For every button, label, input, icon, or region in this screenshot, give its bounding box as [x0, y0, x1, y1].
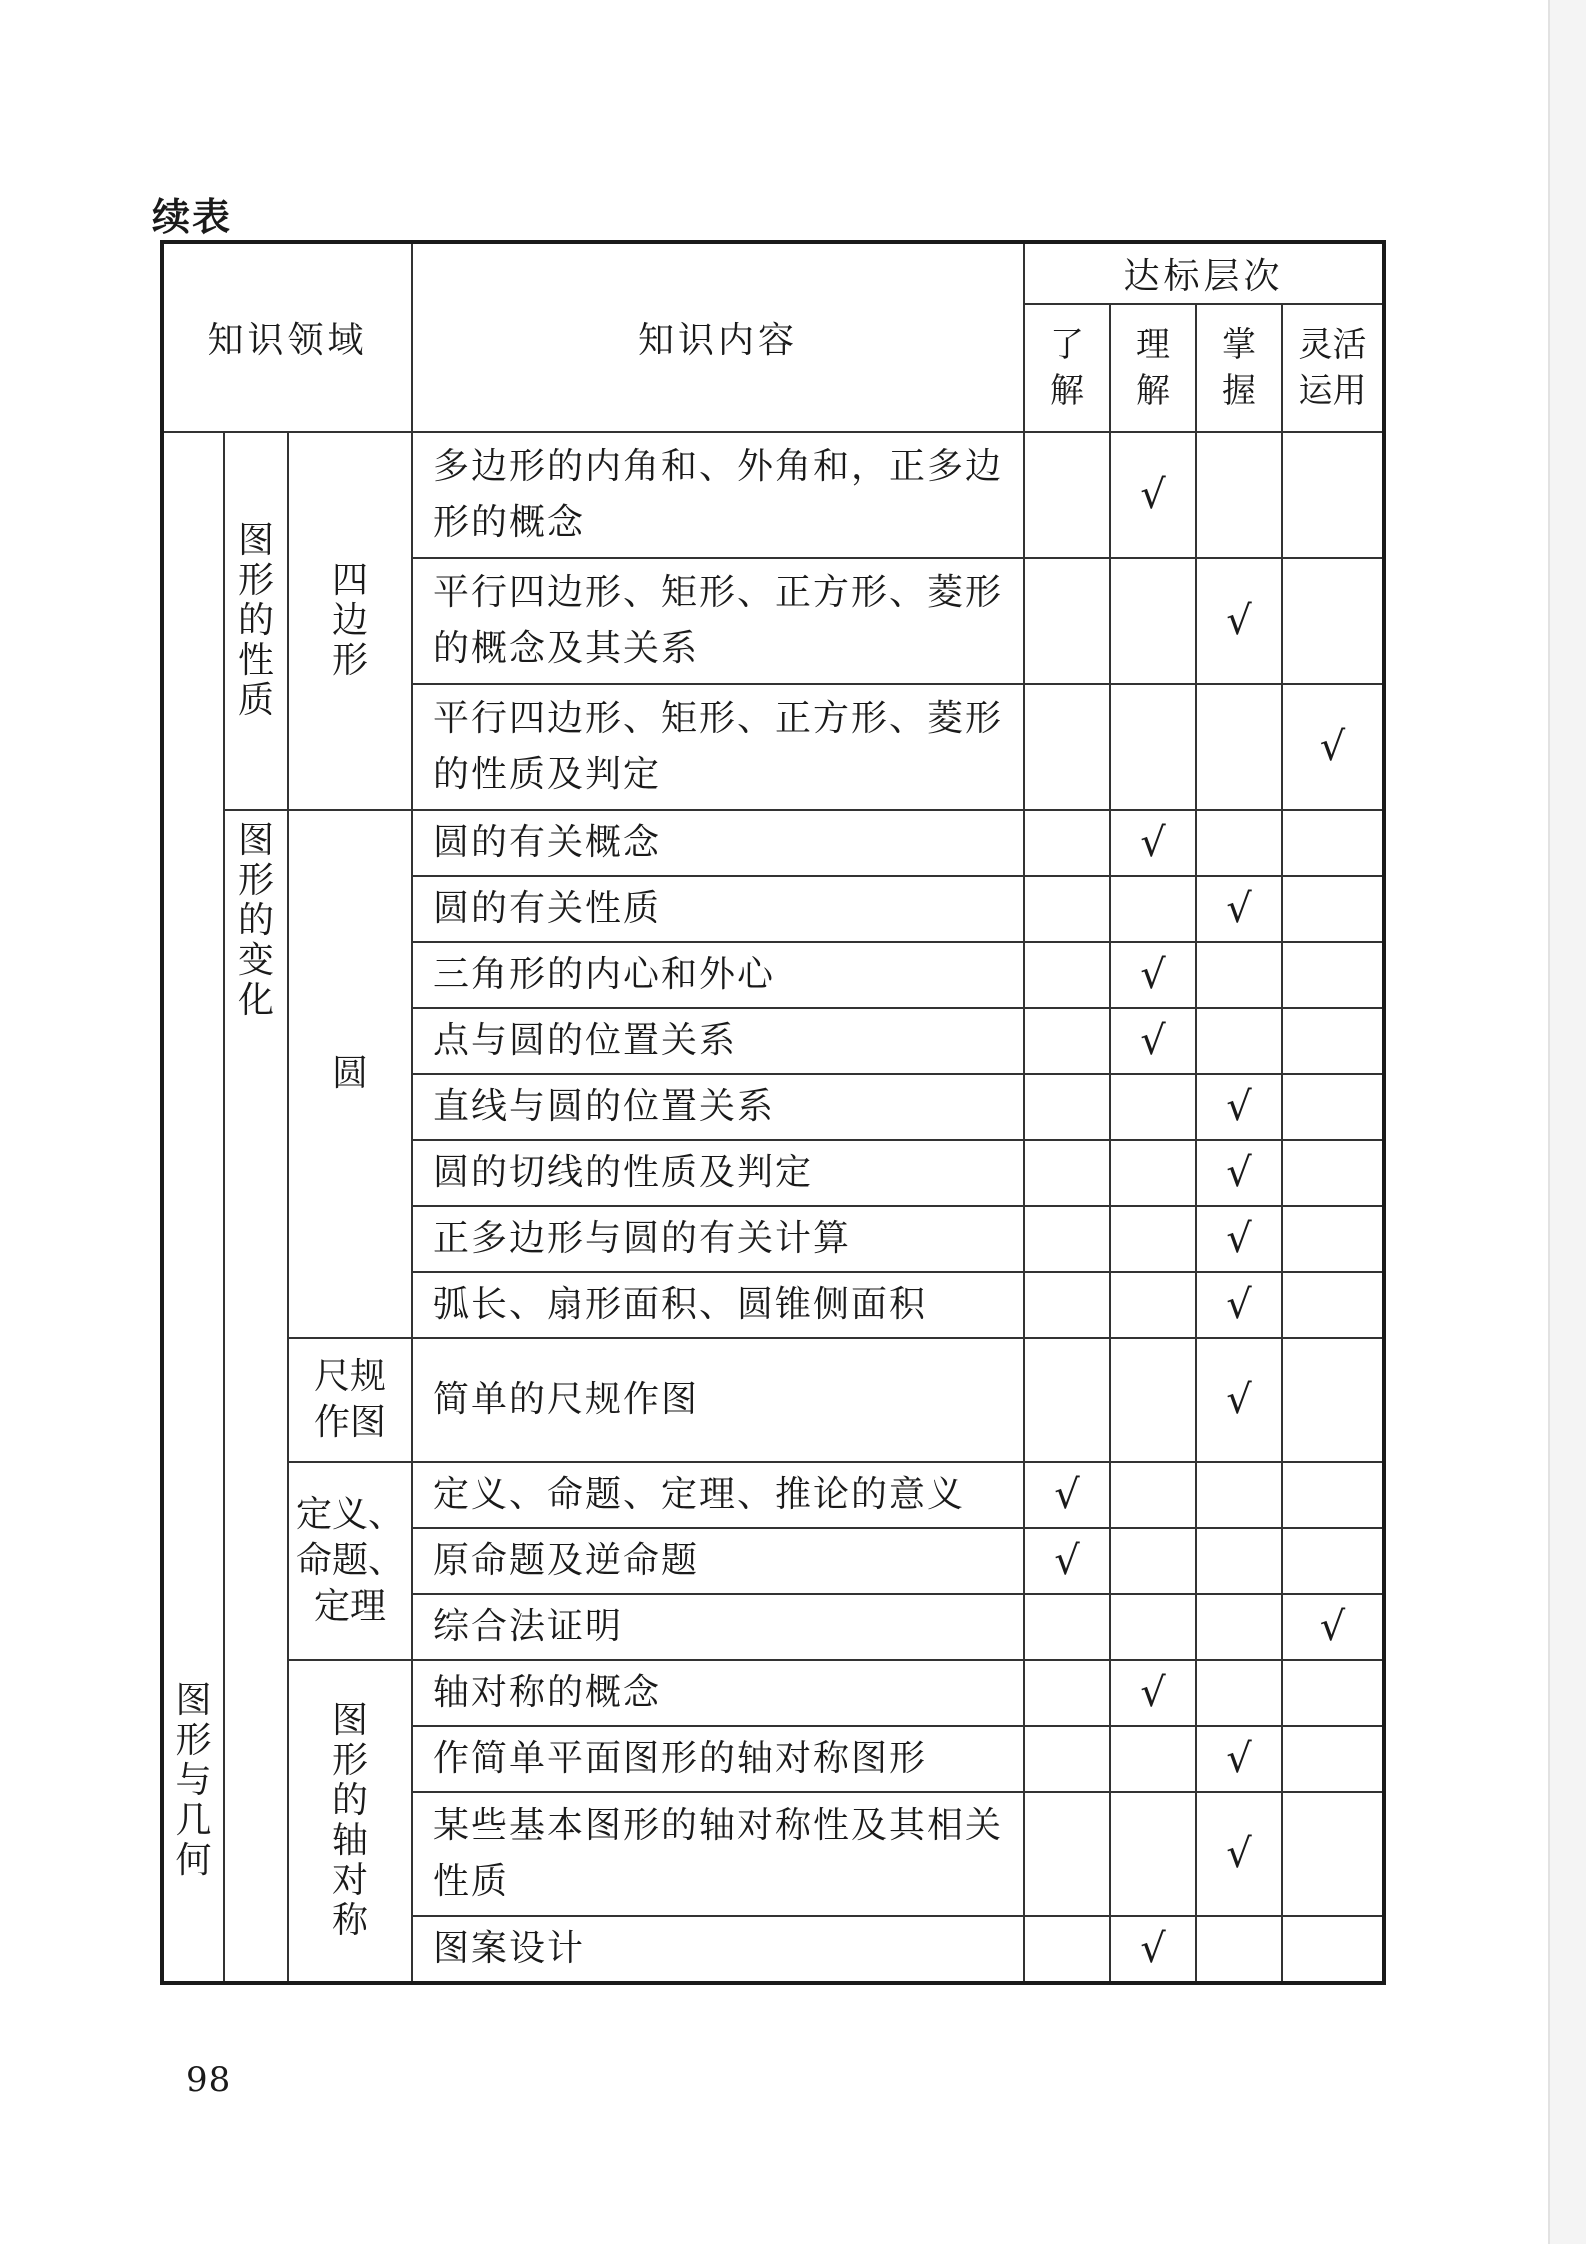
level-cell [1024, 1792, 1110, 1916]
level-cell [1110, 876, 1196, 942]
level-cell [1282, 876, 1384, 942]
cell-label: 尺规作图 [314, 1356, 387, 1443]
level-cell [1024, 1074, 1110, 1140]
level-cell [1282, 1074, 1384, 1140]
level-cell [1024, 1594, 1110, 1660]
level-cell [1196, 876, 1282, 942]
check-mark-icon: √ [1226, 1282, 1252, 1328]
level-cell [1196, 1272, 1282, 1338]
header-level [1024, 304, 1110, 432]
level-cell [1282, 1726, 1384, 1792]
level-cell [1196, 1074, 1282, 1140]
check-mark-icon: √ [1226, 886, 1252, 932]
level-cell [1282, 432, 1384, 558]
level-cell [1282, 1338, 1384, 1462]
level-cell [1282, 1008, 1384, 1074]
level-cell [1110, 1594, 1196, 1660]
header-level [1196, 304, 1282, 432]
level-cell [1024, 1916, 1110, 1983]
level-cell [1110, 684, 1196, 810]
check-mark-icon: √ [1226, 1084, 1252, 1130]
level-cell [1110, 942, 1196, 1008]
check-mark-icon: √ [1140, 1018, 1166, 1064]
page-number: 98 [186, 2060, 232, 2100]
check-mark-icon: √ [1140, 820, 1166, 866]
check-mark-icon: √ [1226, 598, 1252, 644]
level-cell [1282, 1272, 1384, 1338]
page-edge-shadow [1548, 0, 1586, 2244]
level-cell [1024, 1206, 1110, 1272]
subdomain-cell [224, 432, 288, 810]
level-cell [1110, 1338, 1196, 1462]
knowledge-content-cell: 圆的有关性质 [412, 876, 1024, 942]
topic-cell [288, 810, 412, 1338]
cell-label: 图形的变化 [237, 820, 274, 1021]
knowledge-content-cell: 图案设计 [412, 1916, 1024, 1983]
check-mark-icon: √ [1226, 1736, 1252, 1782]
level-cell [1282, 558, 1384, 684]
level-cell [1110, 1462, 1196, 1528]
knowledge-content-cell: 弧长、扇形面积、圆锥侧面积 [412, 1272, 1024, 1338]
level-cell [1196, 1008, 1282, 1074]
level-cell [1282, 942, 1384, 1008]
level-cell [1282, 1660, 1384, 1726]
cell-label: 圆 [332, 1053, 369, 1094]
level-cell [1110, 1528, 1196, 1594]
level-cell [1196, 942, 1282, 1008]
level-cell [1024, 558, 1110, 684]
level-cell [1196, 432, 1282, 558]
knowledge-content-cell: 定义、命题、定理、推论的意义 [412, 1462, 1024, 1528]
level-cell [1110, 1726, 1196, 1792]
level-cell [1024, 1338, 1110, 1462]
level-cell [1196, 558, 1282, 684]
header-level-label: 掌握 [1222, 325, 1257, 411]
level-cell [1282, 1916, 1384, 1983]
level-cell [1196, 1660, 1282, 1726]
knowledge-content-cell: 轴对称的概念 [412, 1660, 1024, 1726]
check-mark-icon: √ [1140, 952, 1166, 998]
knowledge-content-cell: 简单的尺规作图 [412, 1338, 1024, 1462]
knowledge-table [160, 240, 1386, 1985]
table-row [162, 1462, 1384, 1528]
check-mark-icon: √ [1226, 1831, 1252, 1877]
knowledge-content-cell: 原命题及逆命题 [412, 1528, 1024, 1594]
check-mark-icon: √ [1140, 1926, 1166, 1972]
level-cell [1196, 1726, 1282, 1792]
knowledge-content-cell: 平行四边形、矩形、正方形、菱形的性质及判定 [412, 684, 1024, 810]
level-cell [1282, 1792, 1384, 1916]
knowledge-content-cell: 平行四边形、矩形、正方形、菱形的概念及其关系 [412, 558, 1024, 684]
topic-cell [288, 1338, 412, 1462]
level-cell [1110, 1660, 1196, 1726]
check-mark-icon: √ [1140, 472, 1166, 518]
level-cell [1110, 1206, 1196, 1272]
knowledge-content-cell: 圆的切线的性质及判定 [412, 1140, 1024, 1206]
level-cell [1196, 1140, 1282, 1206]
knowledge-content-cell: 多边形的内角和、外角和，正多边形的概念 [412, 432, 1024, 558]
level-cell [1110, 1272, 1196, 1338]
level-cell [1282, 1206, 1384, 1272]
level-cell [1110, 1074, 1196, 1140]
header-level-label: 灵活运用 [1298, 325, 1367, 411]
header-level-label: 理解 [1136, 325, 1171, 411]
subdomain-cell [224, 810, 288, 1983]
level-cell [1282, 1594, 1384, 1660]
level-cell [1196, 1206, 1282, 1272]
knowledge-content-cell: 三角形的内心和外心 [412, 942, 1024, 1008]
level-cell [1282, 684, 1384, 810]
check-mark-icon: √ [1226, 1377, 1252, 1423]
cell-label: 四边形 [332, 560, 369, 681]
knowledge-content-cell: 某些基本图形的轴对称性及其相关性质 [412, 1792, 1024, 1916]
level-cell [1110, 1140, 1196, 1206]
knowledge-content-cell: 直线与圆的位置关系 [412, 1074, 1024, 1140]
level-cell [1024, 1140, 1110, 1206]
level-cell [1024, 810, 1110, 876]
level-cell [1024, 1726, 1110, 1792]
check-mark-icon: √ [1226, 1216, 1252, 1262]
level-cell [1024, 432, 1110, 558]
table-row [162, 810, 1384, 876]
level-cell [1196, 1528, 1282, 1594]
level-cell [1110, 1792, 1196, 1916]
level-cell [1196, 810, 1282, 876]
level-cell [1024, 942, 1110, 1008]
level-cell [1196, 684, 1282, 810]
cell-label: 图形与几何 [175, 1680, 212, 1881]
check-mark-icon: √ [1319, 1604, 1346, 1650]
level-cell [1196, 1916, 1282, 1983]
check-mark-icon: √ [1226, 1150, 1252, 1196]
level-cell [1024, 1008, 1110, 1074]
table-row [162, 432, 1384, 558]
domain-main-cell [162, 432, 224, 1983]
topic-cell [288, 1462, 412, 1660]
header-level-label: 了解 [1050, 325, 1085, 411]
check-mark-icon: √ [1140, 1670, 1166, 1716]
level-cell [1110, 432, 1196, 558]
topic-cell [288, 1660, 412, 1983]
check-mark-icon: √ [1054, 1538, 1080, 1584]
knowledge-content-cell: 正多边形与圆的有关计算 [412, 1206, 1024, 1272]
level-cell [1196, 1594, 1282, 1660]
level-cell [1024, 684, 1110, 810]
check-mark-icon: √ [1319, 724, 1346, 770]
header-level [1282, 304, 1384, 432]
level-cell [1024, 1272, 1110, 1338]
header-levels-group: 达标层次 [1024, 242, 1384, 304]
level-cell [1110, 810, 1196, 876]
cell-label: 定义、命题、定理 [296, 1494, 405, 1627]
level-cell [1196, 1462, 1282, 1528]
level-cell [1024, 1528, 1110, 1594]
level-cell [1110, 558, 1196, 684]
cell-label: 图形的轴对称 [332, 1700, 369, 1941]
knowledge-content-cell: 作简单平面图形的轴对称图形 [412, 1726, 1024, 1792]
table-row [162, 1660, 1384, 1726]
level-cell [1110, 1916, 1196, 1983]
level-cell [1196, 1792, 1282, 1916]
header-knowledge-content: 知识内容 [412, 242, 1024, 432]
topic-cell [288, 432, 412, 810]
level-cell [1282, 1528, 1384, 1594]
knowledge-content-cell: 点与圆的位置关系 [412, 1008, 1024, 1074]
level-cell [1196, 1338, 1282, 1462]
level-cell [1110, 1008, 1196, 1074]
cell-label: 图形的性质 [237, 520, 274, 721]
level-cell [1024, 1462, 1110, 1528]
check-mark-icon: √ [1054, 1472, 1080, 1518]
knowledge-content-cell: 圆的有关概念 [412, 810, 1024, 876]
level-cell [1282, 1462, 1384, 1528]
page-title: 续表 [152, 195, 233, 239]
level-cell [1024, 1660, 1110, 1726]
header-level [1110, 304, 1196, 432]
table-row [162, 1338, 1384, 1462]
level-cell [1282, 1140, 1384, 1206]
level-cell [1024, 876, 1110, 942]
knowledge-content-cell: 综合法证明 [412, 1594, 1024, 1660]
level-cell [1282, 810, 1384, 876]
header-knowledge-domain: 知识领域 [162, 242, 412, 432]
